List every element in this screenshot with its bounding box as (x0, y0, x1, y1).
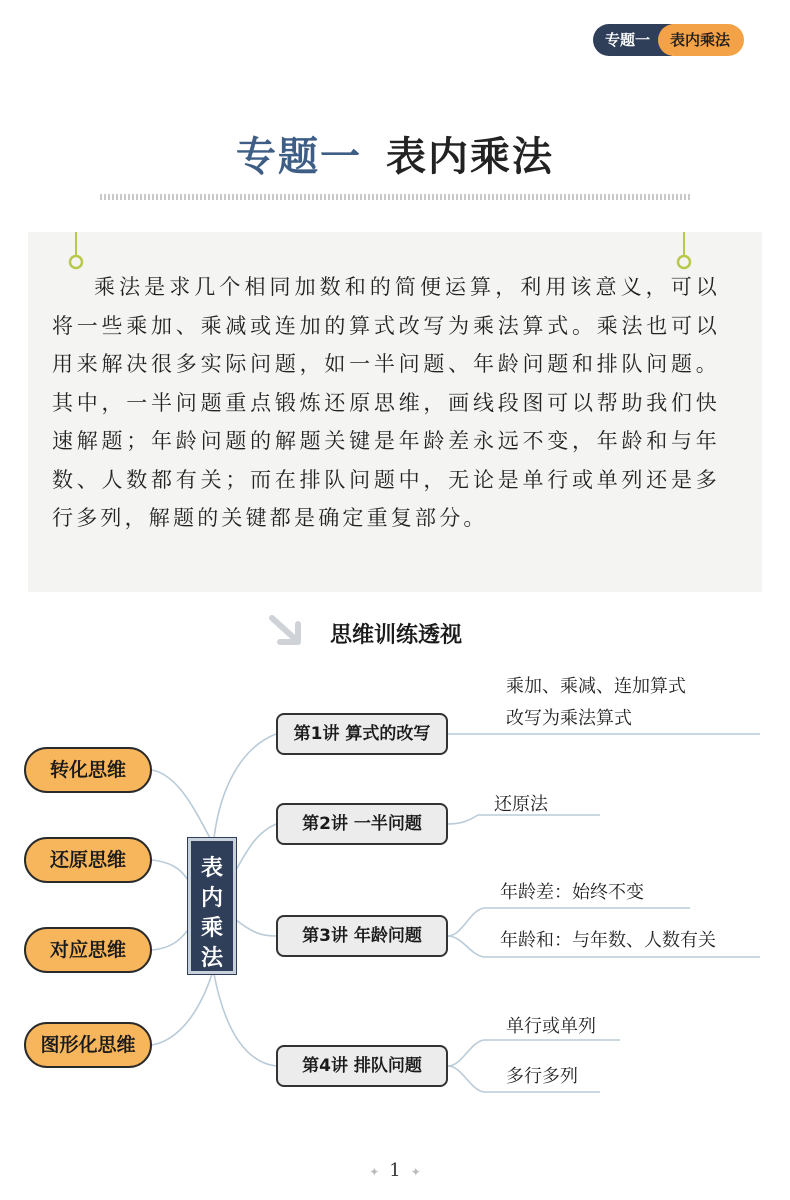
lecture-box: 第3讲 年龄问题 (276, 915, 448, 957)
lecture-note: 多行多列 (506, 1066, 578, 1087)
header-tab-topic: 专题一 (593, 24, 672, 56)
lecture-note: 改写为乘法算式 (506, 708, 632, 729)
lecture-note: 单行或单列 (506, 1016, 596, 1037)
skill-oval: 还原思维 (24, 837, 152, 883)
page-title-name: 表内乘法 (386, 134, 554, 180)
page-number (0, 1160, 790, 1181)
lecture-box: 第4讲 排队问题 (276, 1045, 448, 1087)
skill-oval: 对应思维 (24, 927, 152, 973)
page-title-topic: 专题一 (236, 134, 362, 180)
page-number-value: 1 (389, 1160, 401, 1181)
mindmap-center: 表 内 乘 法 (188, 838, 236, 974)
lecture-note: 年龄和：与年数、人数有关 (500, 930, 716, 951)
lecture-note: 乘加、乘减、连加算式 (506, 676, 686, 697)
header-tab-name: 表内乘法 (658, 24, 744, 56)
ornament-icon: ✦ (369, 1165, 380, 1179)
skill-oval: 转化思维 (24, 747, 152, 793)
skill-oval: 图形化思维 (24, 1022, 152, 1068)
intro-paragraph: 乘法是求几个相同加数和的简便运算，利用该意义，可以将一些乘加、乘减或连加的算式改写为乘法算式。乘法也可以用来解决很多实际问题，如一半问题、年龄问题和排队问题。其中，一半问题重点锻炼还原思维，画线段图可以帮助我们快速解题；年龄问题的解题关键是年龄差永远不变，年龄和与年数、人数都有关；而在排队问题中，无论是单行或单列还是多行多列，解题的关键都是确定重复部分。 (52, 275, 720, 530)
section-heading: 思维训练透视 (330, 623, 463, 648)
lecture-box: 第1讲 算式的改写 (276, 713, 448, 755)
lecture-note: 年龄差：始终不变 (500, 882, 644, 903)
lecture-note: 还原法 (494, 794, 548, 815)
ornament-icon: ✦ (410, 1165, 421, 1179)
lecture-box: 第2讲 一半问题 (276, 803, 448, 845)
